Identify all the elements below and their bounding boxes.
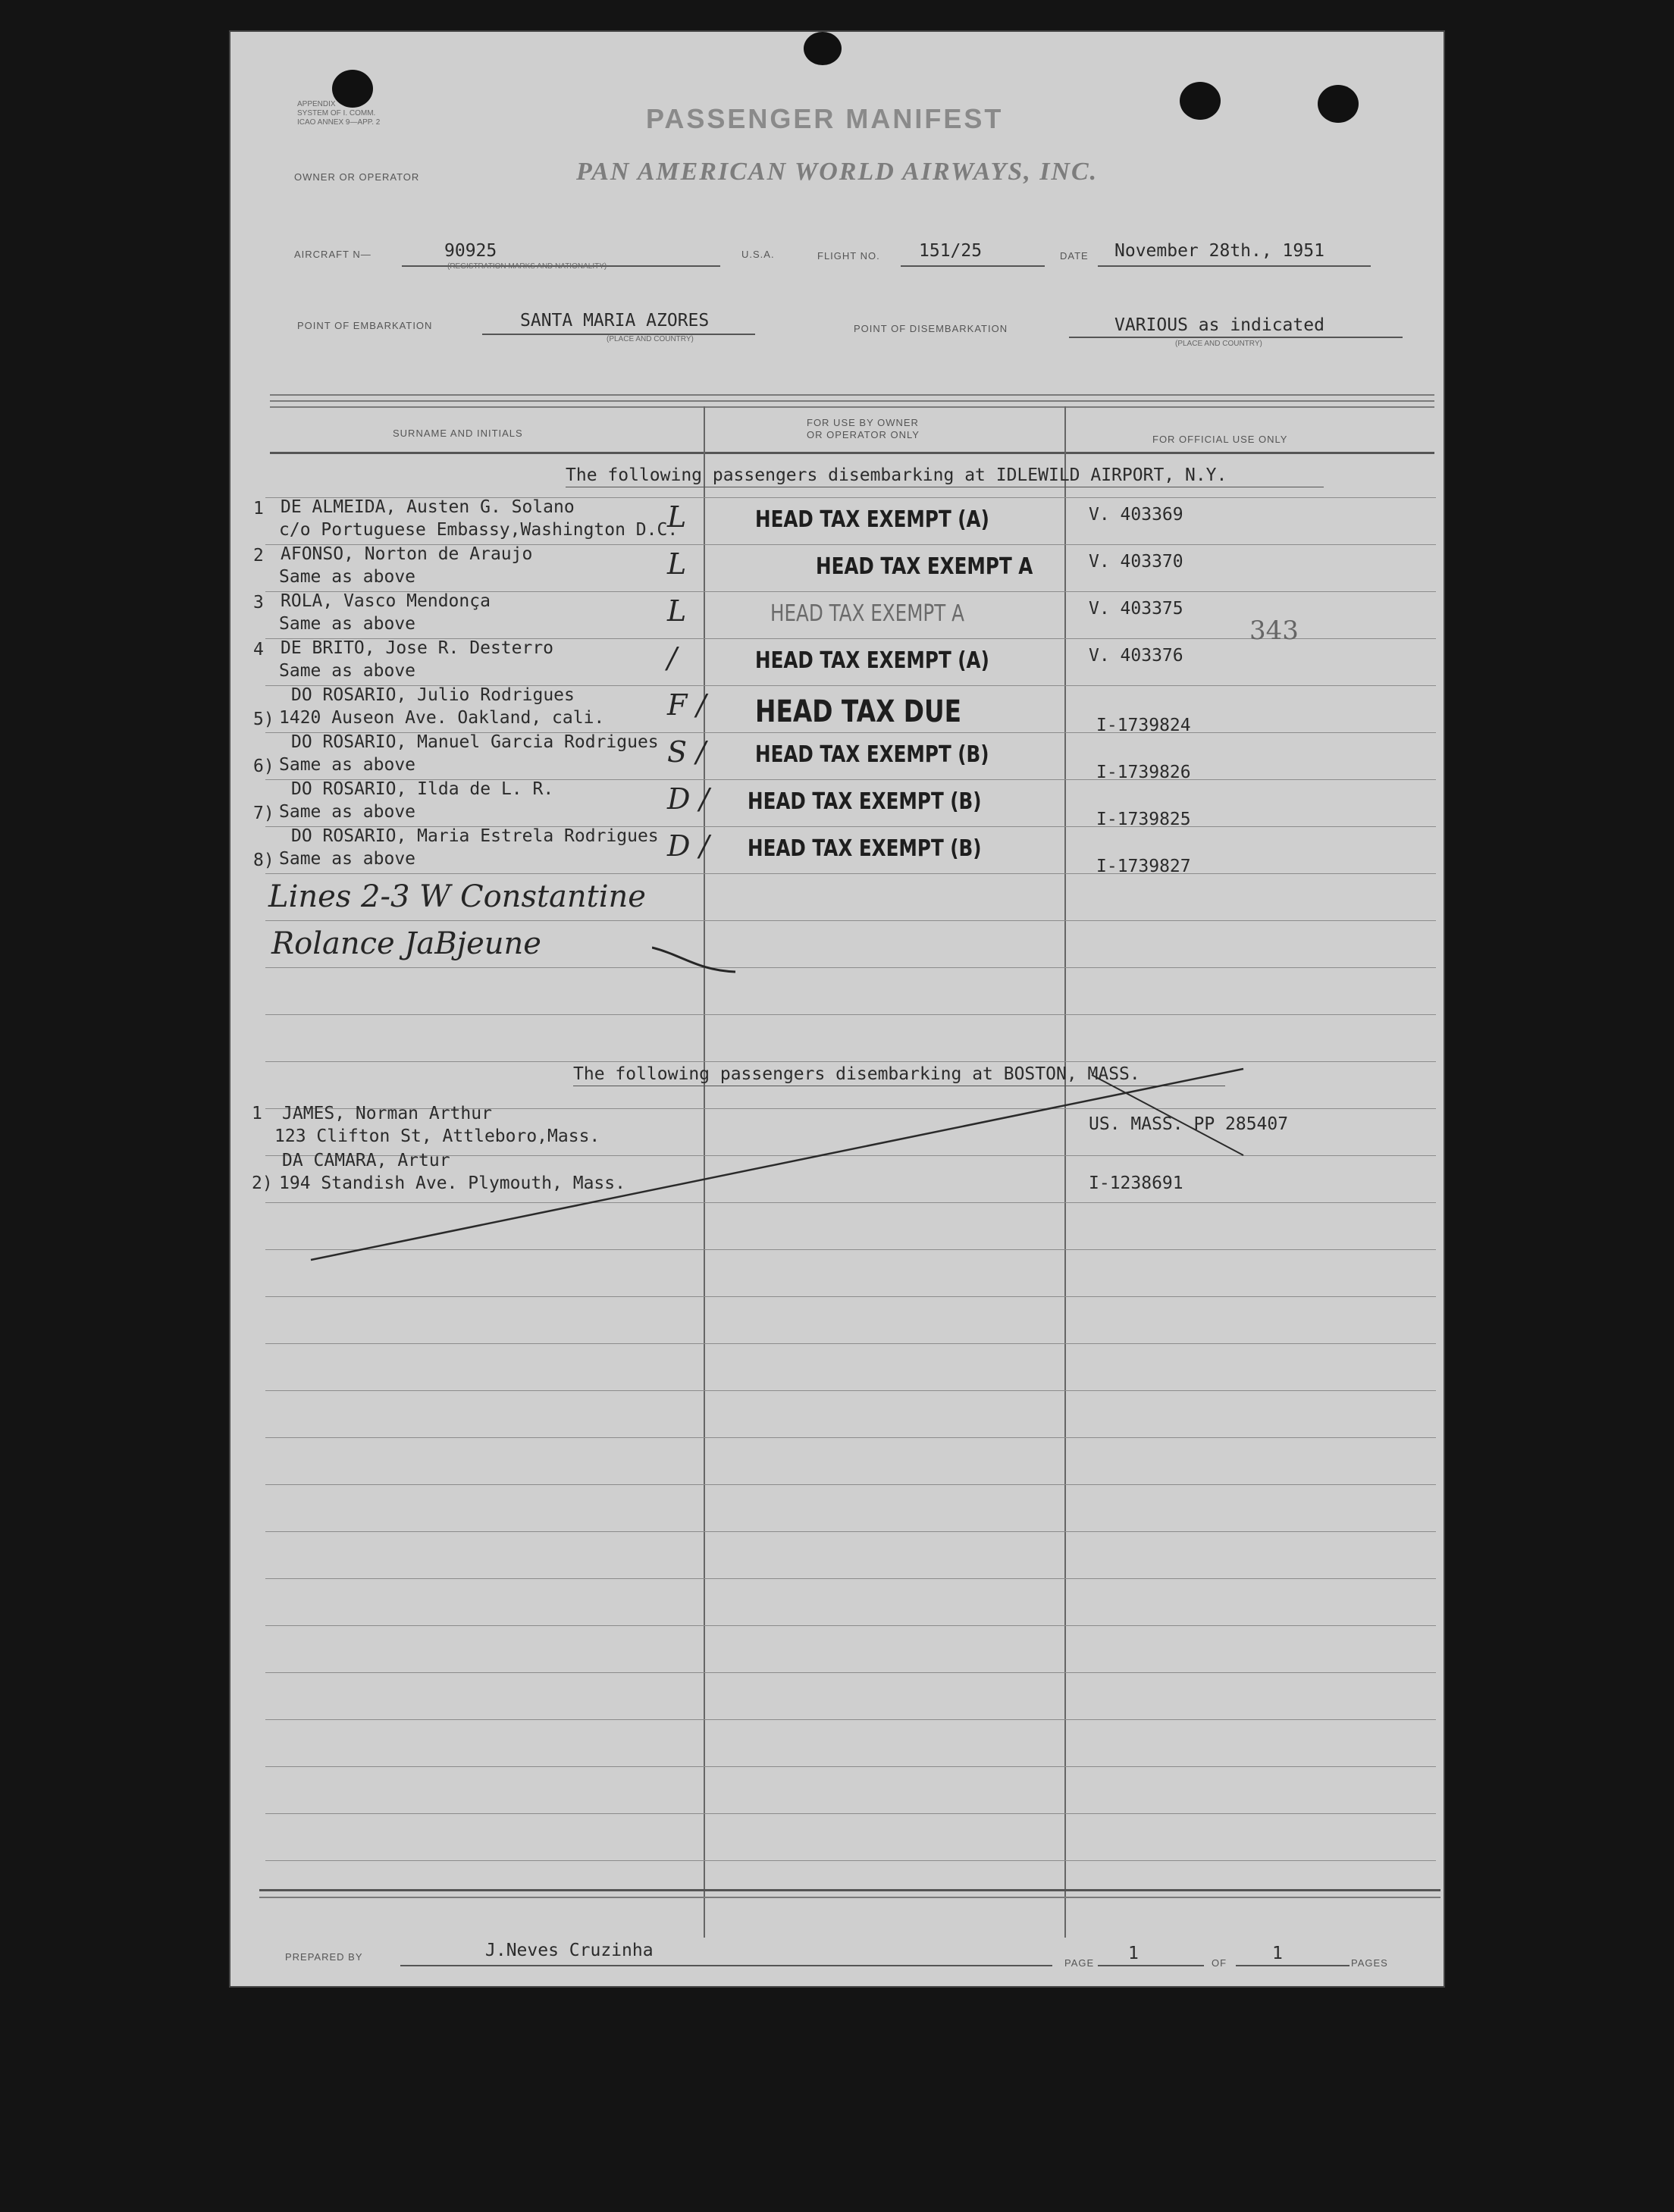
head-tax-stamp: HEAD TAX EXEMPT (B) (748, 835, 982, 862)
head-tax-stamp: HEAD TAX EXEMPT (B) (748, 788, 982, 815)
embark-value: SANTA MARIA AZORES (520, 311, 710, 331)
section-boston-heading: The following passengers disembarking at BOSTON, MASS. (573, 1064, 1140, 1084)
punch-hole-right (1180, 82, 1221, 120)
owner-mark: L (667, 500, 687, 534)
passenger-name: AFONSO, Norton de Araujo (281, 544, 533, 564)
crossout-line (303, 1061, 1274, 1274)
date-value: November 28th., 1951 (1114, 241, 1324, 261)
head-tax-stamp: HEAD TAX EXEMPT A (816, 553, 1033, 580)
column-official: FOR OFFICIAL USE ONLY (1152, 434, 1288, 445)
owner-mark: F / (667, 688, 707, 722)
disembark-caption: (PLACE AND COUNTRY) (1175, 340, 1262, 348)
passenger-number: 2) (252, 1173, 273, 1193)
passenger-name: DE ALMEIDA, Austen G. Solano (281, 497, 575, 517)
page-value: 1 (1128, 1944, 1139, 1963)
flight-value: 151/25 (919, 241, 983, 261)
head-tax-stamp: HEAD TAX DUE (755, 694, 962, 729)
ruled-line (265, 1390, 1436, 1391)
passenger-name: ROLA, Vasco Mendonça (281, 591, 491, 611)
passenger-name: DE BRITO, Jose R. Desterro (281, 638, 554, 658)
passenger-number: 8) (253, 851, 274, 870)
ruled-line (265, 920, 1436, 921)
stamp-number: 343 (1249, 616, 1299, 646)
official-number: V. 403370 (1089, 552, 1183, 572)
owner-mark: L (667, 547, 687, 581)
ruled-line (265, 873, 1436, 874)
passenger-number: 6) (253, 757, 274, 776)
ruled-line (265, 1766, 1436, 1767)
disembark-value: VARIOUS as indicated (1114, 315, 1324, 335)
head-tax-stamp: HEAD TAX EXEMPT (A) (755, 506, 989, 533)
ruled-line (265, 1719, 1436, 1720)
page-label: PAGE (1064, 1957, 1095, 1969)
official-number: US. MASS. PP 285407 (1089, 1114, 1289, 1134)
ruled-line (265, 1484, 1436, 1485)
aircraft-caption: (REGISTRATION MARKS AND NATIONALITY) (447, 262, 607, 271)
passenger-name: JAMES, Norman Arthur (282, 1104, 492, 1123)
aircraft-value: 90925 (444, 241, 497, 261)
passenger-number: 1 (252, 1104, 262, 1123)
passenger-number: 2 (253, 546, 264, 566)
ruled-line (265, 1578, 1436, 1579)
official-number: I-1739824 (1096, 716, 1191, 735)
head-tax-stamp: HEAD TAX EXEMPT (A) (755, 647, 989, 674)
passenger-name: DO ROSARIO, Maria Estrela Rodrigues (291, 826, 659, 846)
disembark-label: POINT OF DISEMBARKATION (854, 323, 1008, 334)
pages-label: PAGES (1351, 1957, 1388, 1969)
passenger-address: 1420 Auseon Ave. Oakland, cali. (279, 708, 605, 728)
nationality: U.S.A. (741, 249, 775, 260)
of-label: OF (1212, 1957, 1227, 1969)
owner-mark: L (667, 594, 687, 628)
passenger-number: 1 (253, 499, 264, 519)
official-number: I-1238691 (1089, 1173, 1183, 1193)
passenger-address: 123 Clifton St, Attleboro,Mass. (274, 1126, 600, 1146)
official-number: V. 403375 (1089, 599, 1183, 619)
official-number: V. 403369 (1089, 505, 1183, 525)
date-label: DATE (1060, 250, 1089, 262)
handwritten-note-1: Lines 2-3 W Constantine (268, 879, 646, 914)
passenger-number: 7) (253, 804, 274, 823)
ruled-line (265, 1437, 1436, 1438)
passenger-address: Same as above (279, 802, 416, 822)
passenger-address: Same as above (279, 755, 416, 775)
ruled-line (265, 1296, 1436, 1297)
owner-label: OWNER OR OPERATOR (294, 171, 420, 183)
handwritten-signature: Rolance JaBjeune (271, 926, 541, 961)
form-reference-3: ICAO ANNEX 9—APP. 2 (297, 118, 381, 127)
passenger-address: Same as above (279, 849, 416, 869)
passenger-address: Same as above (279, 567, 416, 587)
ruled-line (265, 1672, 1436, 1673)
punch-hole-left-top (804, 32, 842, 65)
passenger-address: Same as above (279, 661, 416, 681)
flight-label: FLIGHT NO. (817, 250, 880, 262)
pages-value: 1 (1272, 1944, 1283, 1963)
embark-label: POINT OF EMBARKATION (297, 320, 433, 331)
operator-name: PAN AMERICAN WORLD AIRWAYS, INC. (576, 158, 1099, 186)
owner-mark: D / (667, 782, 710, 816)
official-number: I-1739827 (1096, 857, 1191, 876)
owner-mark: D / (667, 829, 710, 863)
column-surname: SURNAME AND INITIALS (393, 428, 523, 439)
form-reference-2: SYSTEM OF I. COMM. (297, 109, 376, 117)
passenger-address: c/o Portuguese Embassy,Washington D.C. (279, 520, 679, 540)
form-reference-1: APPENDIX (297, 100, 336, 108)
official-number: V. 403376 (1089, 646, 1183, 666)
prepared-value: J.Neves Cruzinha (485, 1941, 654, 1960)
prepared-label: PREPARED BY (285, 1951, 363, 1963)
punch-hole-left (332, 70, 373, 108)
passenger-number: 5) (253, 710, 274, 729)
passenger-name: DO ROSARIO, Julio Rodrigues (291, 685, 575, 705)
ruled-line (265, 967, 1436, 968)
passenger-name: DO ROSARIO, Ilda de L. R. (291, 779, 554, 799)
ruled-line (265, 1014, 1436, 1015)
manifest-title: PASSENGER MANIFEST (646, 103, 1004, 134)
section-idlewild-heading: The following passengers disembarking at IDLEWILD AIRPORT, N.Y. (566, 465, 1227, 485)
official-number: I-1739826 (1096, 763, 1191, 782)
passenger-name: DA CAMARA, Artur (282, 1151, 450, 1170)
signature-flourish (652, 940, 743, 985)
aircraft-label: AIRCRAFT N— (294, 249, 371, 260)
owner-mark: / (667, 641, 677, 675)
passenger-name: DO ROSARIO, Manuel Garcia Rodrigues (291, 732, 659, 752)
ruled-line (265, 1625, 1436, 1626)
head-tax-stamp: HEAD TAX EXEMPT A (770, 600, 964, 627)
passenger-number: 4 (253, 640, 264, 660)
embark-caption: (PLACE AND COUNTRY) (607, 335, 694, 343)
punch-hole-far-right (1318, 85, 1359, 123)
passenger-address: 194 Standish Ave. Plymouth, Mass. (279, 1173, 625, 1193)
passenger-address: Same as above (279, 614, 416, 634)
owner-mark: S / (667, 735, 706, 769)
column-owner-use-2: OR OPERATOR ONLY (807, 429, 920, 440)
official-number: I-1739825 (1096, 810, 1191, 829)
ruled-line (265, 1343, 1436, 1344)
ruled-line (265, 1860, 1436, 1861)
head-tax-stamp: HEAD TAX EXEMPT (B) (755, 741, 989, 768)
passenger-number: 3 (253, 593, 264, 613)
column-owner-use-1: FOR USE BY OWNER (807, 417, 919, 428)
ruled-line (265, 1531, 1436, 1532)
ruled-line (265, 1813, 1436, 1814)
